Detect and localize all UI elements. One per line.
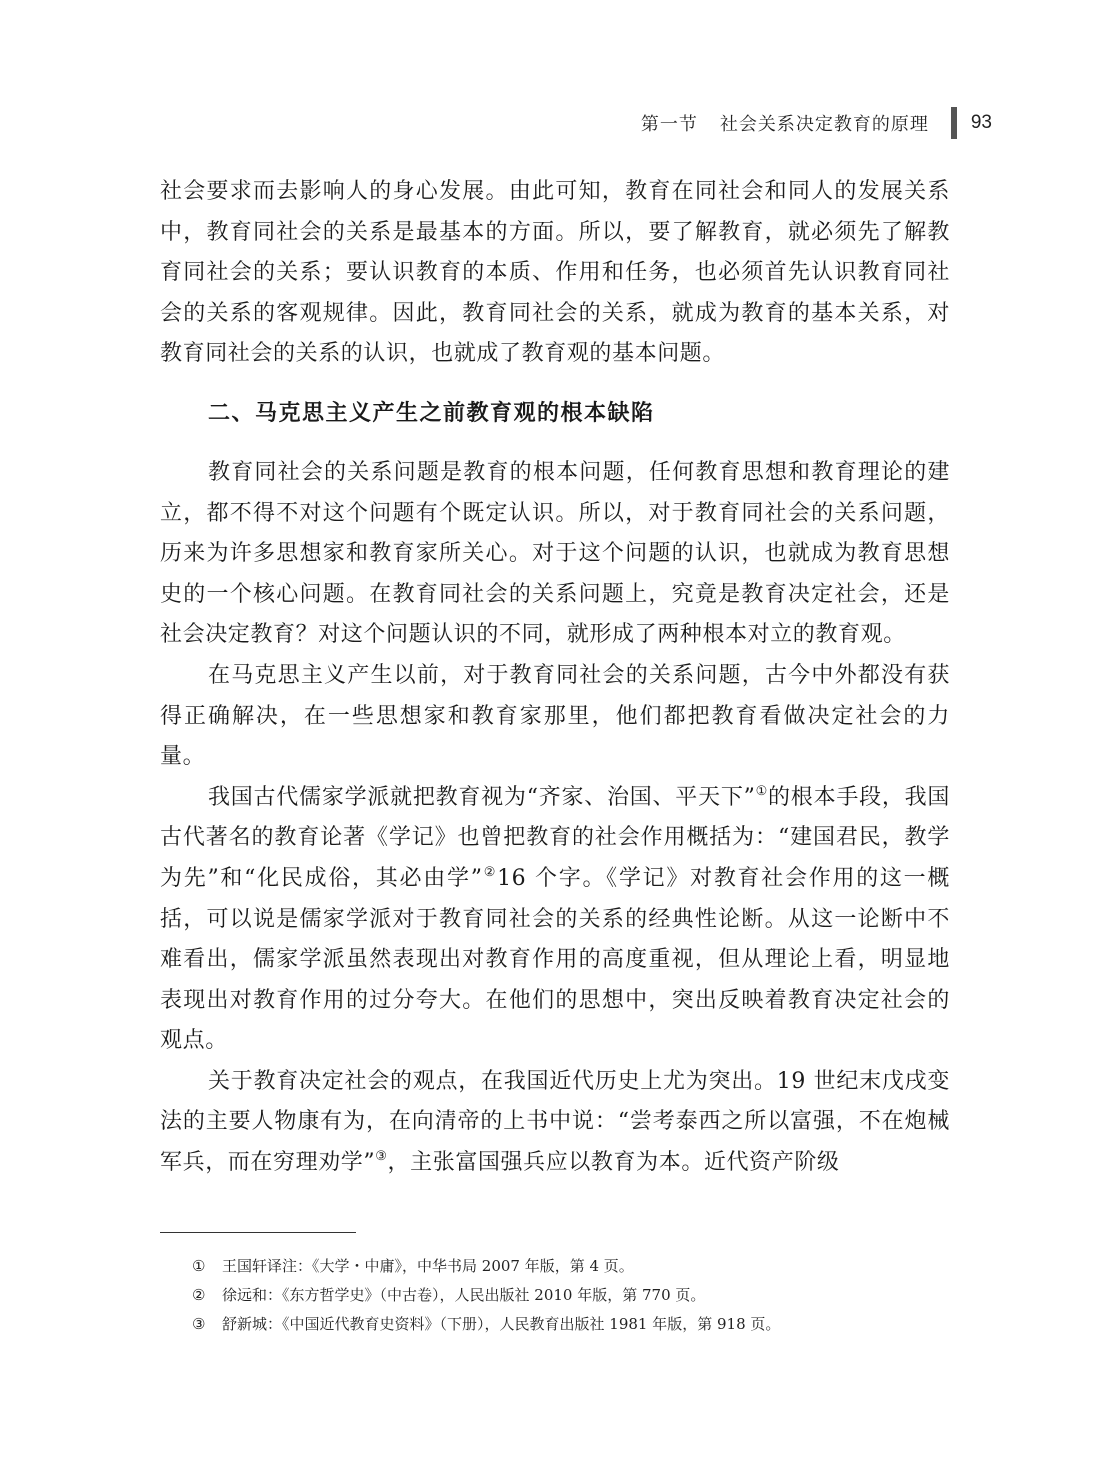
footnote-3 <box>192 1310 952 1339</box>
paragraph-continued: 社会要求而去影响人的身心发展。由此可知，教育在同社会和同人的发展关系中，教育同社会的关系是最基本的方面。所以，要了解教育，就必须先了解教育同社会的关系；要认识教育的本质、作用和任务，也必须首先认识教育同社会的关系的客观规律。因此，教育同社会的关系，就成为教育的基本关系，对教育同社会的关系的认识，也就成了教育观的基本问题。 <box>160 179 950 367</box>
header-divider-bar <box>951 107 957 139</box>
paragraph-text: ，主张富国强兵应以教育为本。近代资产阶级 <box>387 1150 840 1176</box>
footnote-mark: ③ <box>192 1315 206 1333</box>
footnote-text: 王国轩译注：《大学・中庸》，中华书局 2007 年版，第 4 页。 <box>222 1257 634 1275</box>
main-text <box>160 172 950 1184</box>
running-header <box>641 108 992 138</box>
page-number: 93 <box>970 112 992 133</box>
paragraph-text: 我国古代儒家学派就把教育视为“齐家、治国、平天下” <box>208 784 756 810</box>
paragraph-text: 关于教育决定社会的观点，在我国近代历史上尤为突出。19 世纪末戊戌变法的主要人物康有为，在向清帝的上书中说：“尝考泰西之所以富强，不在炮械军兵，而在穷理劝学” <box>160 1068 950 1176</box>
footnote-1 <box>192 1252 952 1281</box>
footnote-2 <box>192 1281 952 1310</box>
paragraph: 在马克思主义产生以前，对于教育同社会的关系问题，古今中外都没有获得正确解决，在一些思想家和教育家那里，他们都把教育看做决定社会的力量。 <box>160 662 950 770</box>
paragraph-text: 16 个字。《学记》对教育社会作用的这一概括，可以说是儒家学派对于教育同社会的关系的经典性论断。从这一论断中不难看出，儒家学派虽然表现出对教育作用的高度重视，但从理论上看，明显地表现出对教育作用的过分夸大。在他们的思想中，突出反映着教育决定社会的观点。 <box>160 865 950 1054</box>
paragraph-text: 的根本手段，我国古代著名的教育论著《学记》也曾把教育的社会作用概括为：“建国君民，教学为先”和“化民成俗，其必由学” <box>160 784 950 891</box>
footnote-mark: ② <box>192 1286 206 1304</box>
paragraph <box>160 1062 950 1184</box>
footnote-reference-1[interactable]: ① <box>755 783 769 799</box>
paragraph: 教育同社会的关系问题是教育的根本问题，任何教育思想和教育理论的建立，都不得不对这个问题有个既定认识。所以，对于教育同社会的关系问题，历来为许多思想家和教育家所关心。对于这个问题的认识，也就成为教育思想史的一个核心问题。在教育同社会的关系问题上，究竟是教育决定社会，还是社会决定教育？对这个问题认识的不同，就形成了两种根本对立的教育观。 <box>160 459 950 648</box>
paragraph <box>160 778 950 1062</box>
footnote-reference-3[interactable]: ③ <box>375 1149 388 1165</box>
footnote-text: 舒新城：《中国近代教育史资料》（下册），人民教育出版社 1981 年版，第 918 页。 <box>222 1315 781 1333</box>
footnote-reference-2[interactable]: ② <box>482 864 498 880</box>
footnotes <box>192 1252 952 1339</box>
footnote-separator <box>160 1232 356 1233</box>
footnote-mark: ① <box>192 1257 206 1275</box>
footnote-text: 徐远和：《东方哲学史》（中古卷），人民出版社 2010 年版，第 770 页。 <box>222 1286 706 1304</box>
section-title: 社会关系决定教育的原理 <box>719 114 929 135</box>
section-heading: 二、马克思主义产生之前教育观的根本缺陷 <box>208 400 655 426</box>
section-label: 第一节 <box>640 114 698 135</box>
